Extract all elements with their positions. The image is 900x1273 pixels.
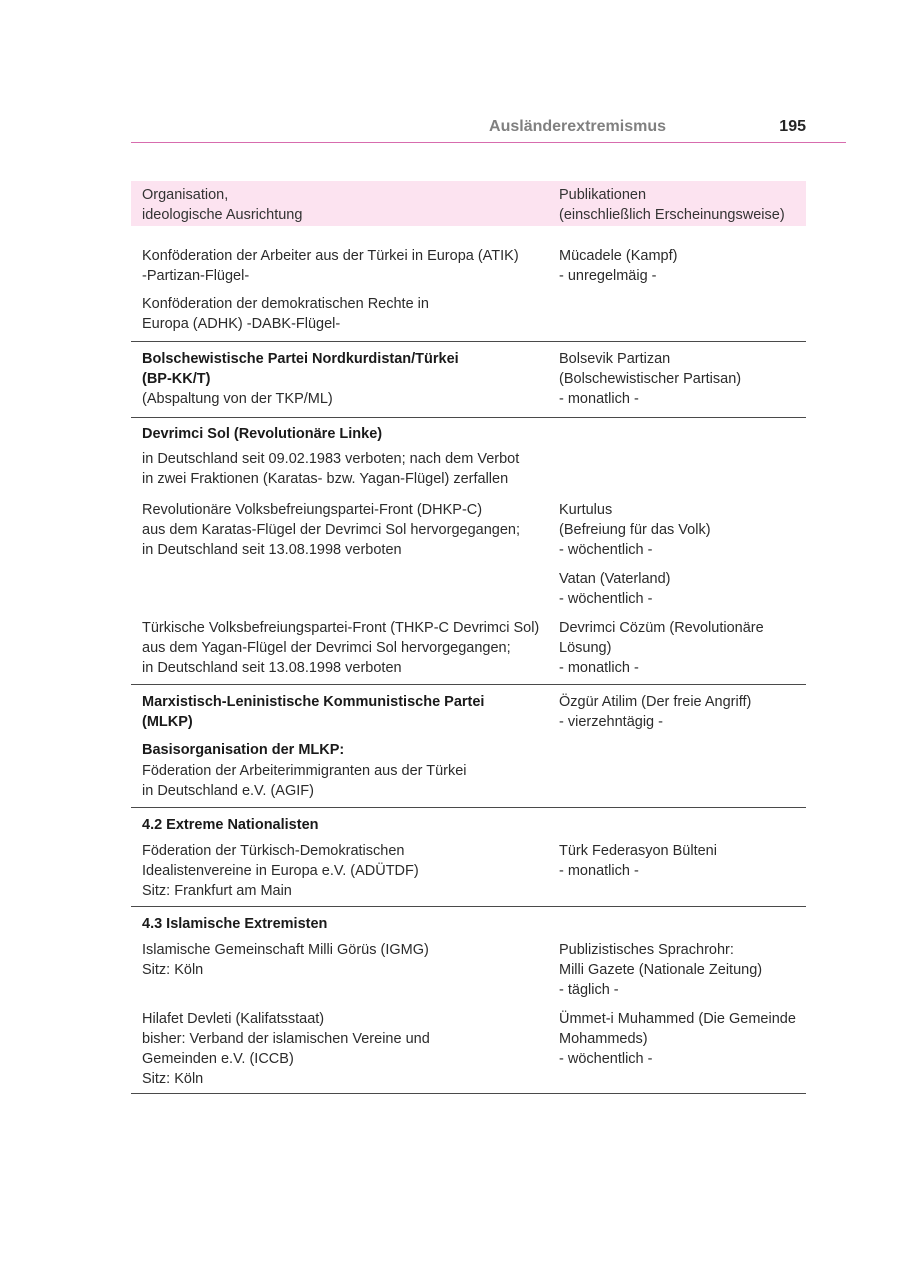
table-header [131,181,806,226]
pub-line: Ümmet-i Muhammed (Die Gemeinde [559,1011,796,1027]
column-header-publikationen: Publikationen (einschließlich Erscheinungsweise) [559,187,785,223]
org-line: aus dem Karatas-Flügel der Devrimci Sol hervorgegangen; [142,522,520,538]
org-line: -Partizan-Flügel- [142,268,250,284]
pub-line: Kurtulus [559,502,613,518]
row-divider [131,341,806,342]
row-divider [131,684,806,685]
pub-line: Milli Gazete (Nationale Zeitung) [559,962,763,978]
pub-line: - vierzehntägig - [559,714,663,730]
pub-line: - unregelmäig - [559,268,657,284]
org-name: (MLKP) [142,714,193,730]
section-title: Devrimci Sol (Revolutionäre Linke) [142,426,383,442]
row-divider [131,417,806,418]
org-note: (Abspaltung von der TKP/ML) [142,391,333,407]
org-line: aus dem Yagan-Flügel der Devrimci Sol hervorgegangen; [142,640,511,656]
org-line: Föderation der Arbeiterimmigranten aus der Türkei [142,763,467,779]
section-title: 4.3 Islamische Extremisten [142,916,328,932]
pub-line: Türk Federasyon Bülteni [559,843,717,859]
org-line: Islamische Gemeinschaft Milli Görüs (IGMG) [142,942,429,958]
pub-line: - wöchentlich - [559,591,653,607]
org-line: Türkische Volksbefreiungspartei-Front (THKP-C Devrimci Sol) [142,620,540,636]
pub-line: - monatlich - [559,391,639,407]
pub-line: - monatlich - [559,863,639,879]
pub-line: - wöchentlich - [559,542,653,558]
org-line: Sitz: Köln [142,962,204,978]
org-line: Revolutionäre Volksbefreiungspartei-Front (DHKP-C) [142,502,483,518]
org-line: Sitz: Köln [142,1071,204,1087]
pub-line: - wöchentlich - [559,1051,653,1067]
org-line: in zwei Fraktionen (Karatas- bzw. Yagan-Flügel) zerfallen [142,471,509,487]
pub-line: Özgür Atilim (Der freie Angriff) [559,694,752,710]
org-line: Gemeinden e.V. (ICCB) [142,1051,294,1067]
pub-line: (Bolschewistischer Partisan) [559,371,742,387]
org-subtitle: Basisorganisation der MLKP: [142,742,345,758]
pub-line: Mücadele (Kampf) [559,248,678,264]
org-line: Europa (ADHK) -DABK-Flügel- [142,316,341,332]
org-line: bisher: Verband der islamischen Vereine und [142,1031,430,1047]
pub-line: Mohammeds) [559,1031,648,1047]
row-divider [131,1093,806,1094]
pub-line: Devrimci Cözüm (Revolutionäre [559,620,764,636]
org-line: Föderation der Türkisch-Demokratischen [142,843,405,859]
pub-line: (Befreiung für das Volk) [559,522,711,538]
pub-line: Publizistisches Sprachrohr: [559,942,734,958]
column-header-organisation: Organisation, ideologische Ausrichtung [142,187,303,223]
pub-line: - täglich - [559,982,619,998]
org-name: Bolschewistische Partei Nordkurdistan/Türkei [142,351,459,367]
org-name: Marxistisch-Leninistische Kommunistische Partei [142,694,485,710]
org-line: Idealistenvereine in Europa e.V. (ADÜTDF) [142,863,419,879]
org-line: Konföderation der Arbeiter aus der Türkei in Europa (ATIK) [142,248,519,264]
pub-line: Vatan (Vaterland) [559,571,671,587]
page-number: 195 [779,118,806,135]
org-line: in Deutschland seit 09.02.1983 verboten; nach dem Verbot [142,451,520,467]
section-title: 4.2 Extreme Nationalisten [142,817,319,833]
pub-line: Lösung) [559,640,612,656]
pub-line: Bolsevik Partizan [559,351,671,367]
running-header [131,112,846,143]
row-divider [131,906,806,907]
org-line: Sitz: Frankfurt am Main [142,883,292,899]
org-line: Konföderation der demokratischen Rechte in [142,296,429,312]
org-line: in Deutschland seit 13.08.1998 verboten [142,660,402,676]
row-divider [131,807,806,808]
chapter-title: Ausländerextremismus [489,118,666,135]
org-line: in Deutschland seit 13.08.1998 verboten [142,542,402,558]
org-line: Hilafet Devleti (Kalifatsstaat) [142,1011,325,1027]
org-name: (BP-KK/T) [142,371,211,387]
pub-line: - monatlich - [559,660,639,676]
org-line: in Deutschland e.V. (AGIF) [142,783,314,799]
